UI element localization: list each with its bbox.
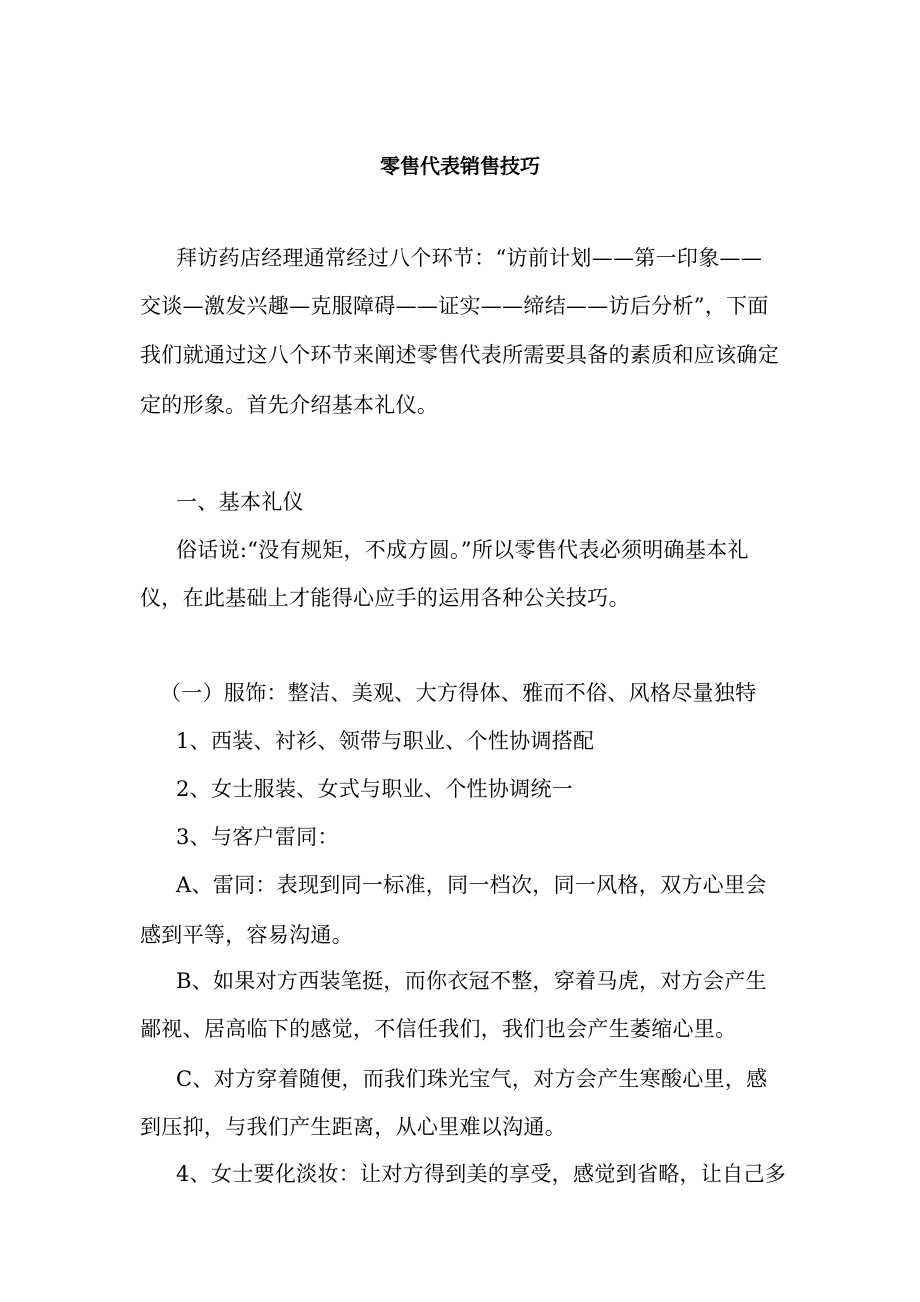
paragraph-line: 仪，在此基础上才能得心应手的运用各种公关技巧。 <box>140 586 630 610</box>
paragraph-line: 交谈—激发兴趣—克服障碍——证实——缔结——访后分析”，下面 <box>140 294 769 318</box>
paragraph-line: C、对方穿着随便，而我们珠光宝气，对方会产生寒酸心里，感 <box>176 1067 768 1091</box>
paragraph-line: B、如果对方西装笔挺，而你衣冠不整，穿着马虎，对方会产生 <box>176 969 767 993</box>
paragraph-line: 拜访药店经理通常经过八个环节：“访前计划——第一印象—— <box>176 246 763 270</box>
subsection-heading: （一）服饰：整洁、美观、大方得体、雅而不俗、风格尽量独特 <box>160 681 757 705</box>
paragraph-line: 定的形象。首先介绍基本礼仪。 <box>140 393 439 417</box>
list-item: 3、与客户雷同： <box>176 825 339 849</box>
paragraph-line: 感到平等，容易沟通。 <box>140 923 353 947</box>
paragraph-line: 俗话说:“没有规矩，不成方圆。”所以零售代表必须明确基本礼 <box>176 538 749 562</box>
list-item: 4、女士要化淡妆：让对方得到美的享受，感觉到省略，让自己多 <box>176 1162 787 1186</box>
paragraph-line: 到压抑，与我们产生距离，从心里难以沟通。 <box>140 1115 566 1139</box>
paragraph-line: 鄙视、居高临下的感觉，不信任我们，我们也会产生萎缩心里。 <box>140 1017 737 1041</box>
list-item: 1、西装、衬衫、领带与职业、个性协调搭配 <box>176 729 595 753</box>
document-title: 零售代表销售技巧 <box>380 154 540 178</box>
paragraph-line: 我们就通过这八个环节来阐述零售代表所需要具备的素质和应该确定 <box>140 343 779 367</box>
paragraph-line: A、雷同：表现到同一标准，同一档次，同一风格，双方心里会 <box>176 873 767 897</box>
list-item: 2、女士服装、女式与职业、个性协调统一 <box>176 777 574 801</box>
section-heading: 一、基本礼仪 <box>176 490 304 514</box>
